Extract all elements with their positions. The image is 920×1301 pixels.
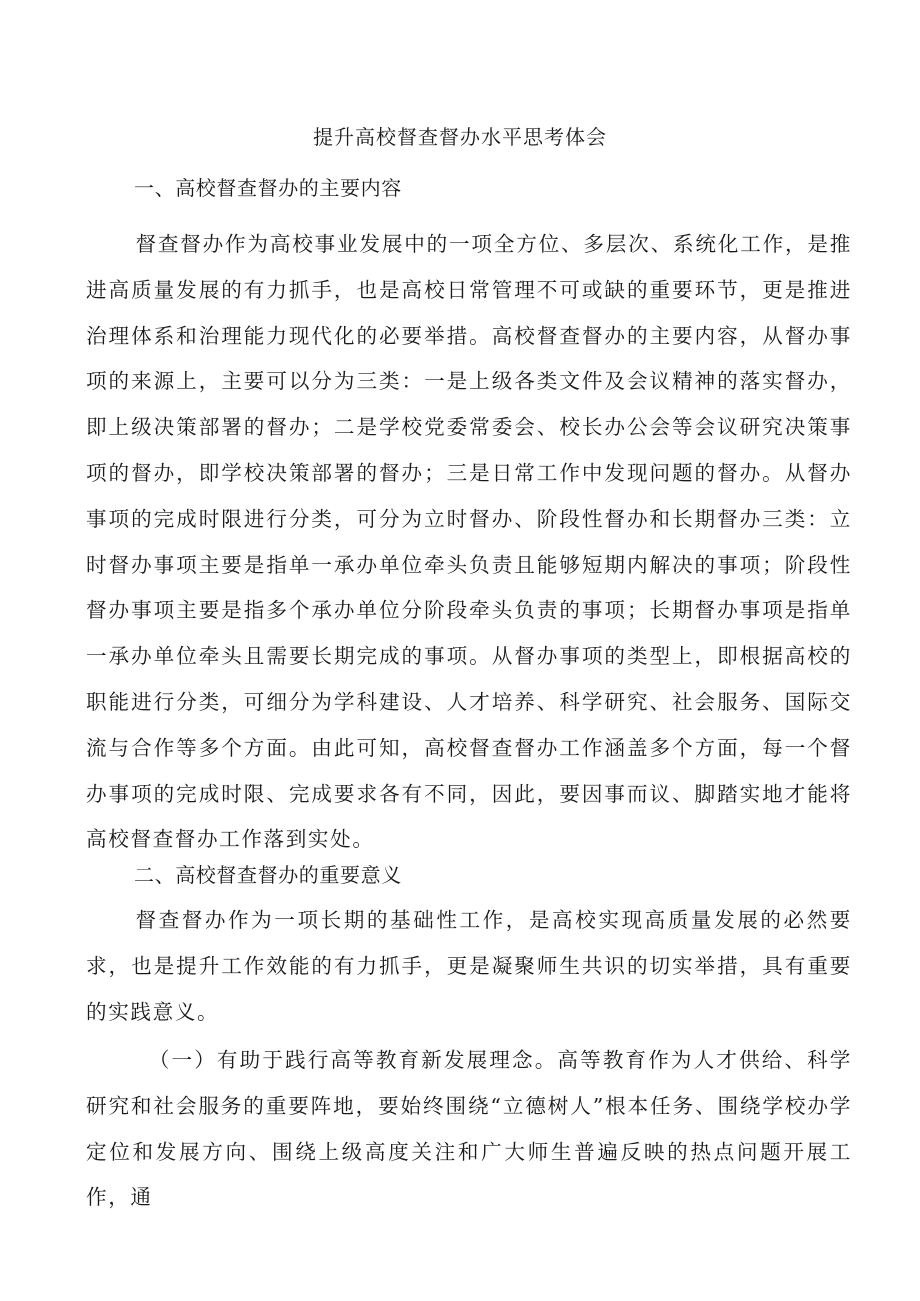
section-heading-2: 二、高校督查督办的重要意义	[134, 863, 402, 887]
section-heading-1: 一、高校督查督办的主要内容	[134, 176, 402, 200]
section-1-paragraph: 督查督办作为高校事业发展中的一项全方位、多层次、系统化工作，是推进高质量发展的有力抓手，也是高校日常管理不可或缺的重要环节，更是推进治理体系和治理能力现代化的必要举措。高校督查督办的主要内容，从督办事项的来源上，主要可以分为三类：一是上级各类文件及会议精神的落实督办，即上级决策部署的督办；二是学校党委常委会、校长办公会等会议研究决策事项的督办，即学校决策部署的督办；三是日常工作中发现问题的督办。从督办事项的完成时限进行分类，可分为立时督办、阶段性督办和长期督办三类：立时督办事项主要是指单一承办单位牵头负责且能够短期内解决的事项；阶段性督办事项主要是指多个承办单位分阶段牵头负责的事项；长期督办事项是指单一承办单位牵头且需要长期完成的事项。从督办事项的类型上，即根据高校的职能进行分类，可细分为学科建设、人才培养、科学研究、社会服务、国际交流与合作等多个方面。由此可知，高校督查督办工作涵盖多个方面，每一个督办事项的完成时限、完成要求各有不同，因此，要因事而议、脚踏实地才能将高校督查督办工作落到实处。	[86, 232, 852, 852]
section-2-paragraph: 督查督办作为一项长期的基础性工作，是高校实现高质量发展的必然要求，也是提升工作效能的有力抓手，更是凝聚师生共识的切实举措，具有重要的实践意义。	[86, 908, 852, 1024]
subsection-1-paragraph: （一）有助于践行高等教育新发展理念。高等教育作为人才供给、科学研究和社会服务的重要阵地，要始终围绕“立德树人”根本任务、围绕学校办学定位和发展方向、围绕上级高度关注和广大师生普遍反映的热点问题开展工作，通	[86, 1048, 852, 1210]
document-title: 提升高校督查督办水平思考体会	[313, 125, 607, 149]
